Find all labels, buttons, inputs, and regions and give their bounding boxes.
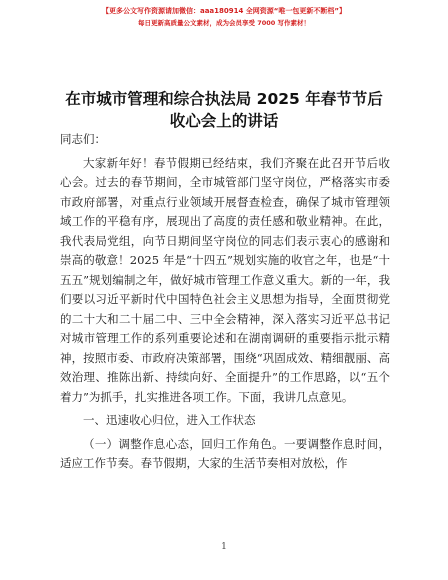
document-body: [60, 130, 390, 474]
promo-banner-line-1: 【更多公文写作资源请加微信：aaa180914 全网资源“唯一包更新不断档”】: [101, 7, 347, 15]
page-number: 1: [221, 542, 227, 552]
promo-banner: [0, 6, 448, 29]
section-heading-1: 一、迅速收心归位，进入工作状态: [83, 413, 256, 427]
salutation: 同志们：: [60, 132, 106, 146]
promo-banner-line-2: 每日更新高质量公文素材，成为会员享受 7000 写作素材！: [137, 19, 311, 27]
document-title: 在市城市管理和综合执法局 2025 年春节节后收心会上的讲话: [65, 90, 383, 130]
paragraph-2: （一）调整作息心态，回归工作角色。一要调整作息时间，适应工作节奏。春节假期，大家的生活节奏相对放松，作: [60, 436, 390, 470]
paragraph-1: 大家新年好！春节假期已经结束，我们齐聚在此召开节后收心会。过去的春节期间，全市城管部门坚守岗位，严格落实市委市政府部署，对重点行业领域开展督查检查，确保了城市管理领域工作的平稳有序，展现出了高度的责任感和敬业精神。在此，我代表局党组，向节日期间坚守岗位的同志们表示衷心的感谢和崇高的敬意！2025 年是“十四五”规划实施的收官之年，也是“十五五”规划编制之年，做好城市管理工作意义重大。新的一年，我们要以习近平新时代中国特色社会主义思想为指导，全面贯彻党的二十大和二十届二中、三中全会精神，深入落实习近平总书记对城市管理工作的系列重要论述和在湖南调研的重要指示批示精神，按照市委、市政府决策部署，围绕“巩固成效、精细靓丽、高效治理、推陈出新、持续向好、全面提升”的工作思路，以“五个着力”为抓手，扎实推进各项工作。下面，我讲几点意见。: [60, 155, 390, 404]
